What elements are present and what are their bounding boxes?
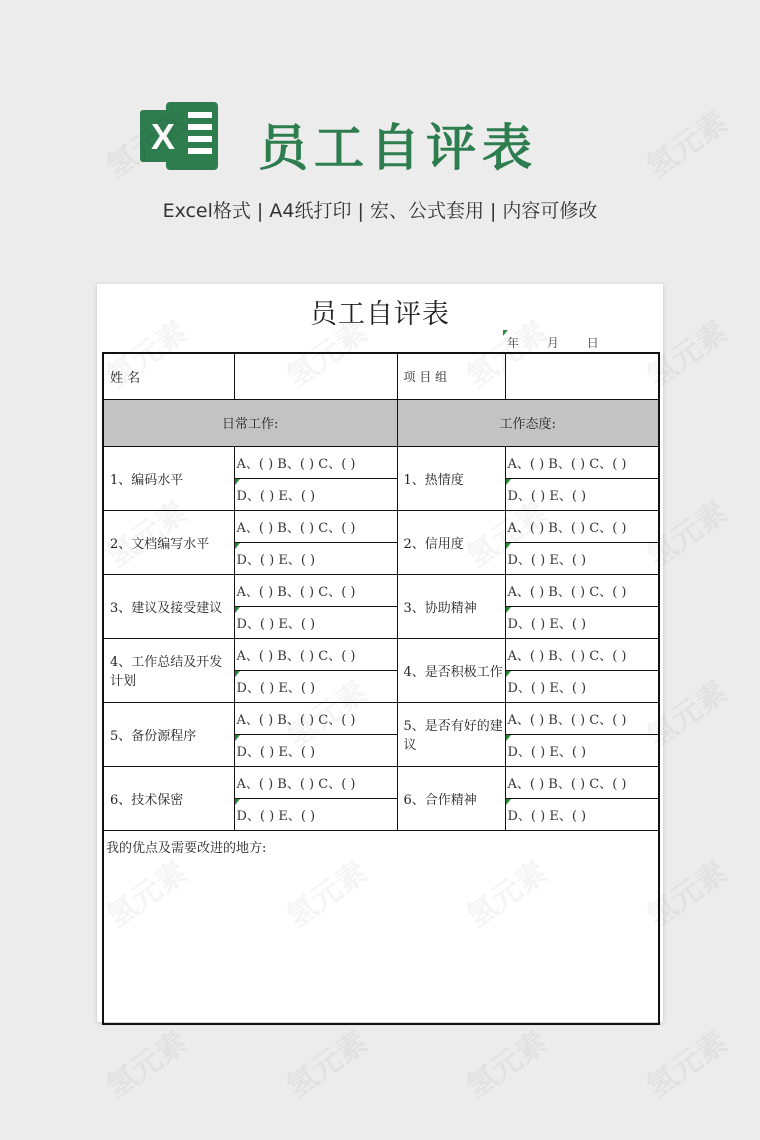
daily-item-label: 2、文档编写水平 xyxy=(103,510,234,574)
date-line xyxy=(507,334,623,351)
attitude-options-abc[interactable]: A、( ) B、( ) C、( ) xyxy=(505,638,659,670)
attitude-item-label: 3、协助精神 xyxy=(397,574,505,638)
cell-comment-marker xyxy=(506,735,511,741)
name-field[interactable] xyxy=(234,353,397,399)
attitude-options-de[interactable]: D、( ) E、( ) xyxy=(505,542,659,574)
group-label: 项 目 组 xyxy=(397,353,505,399)
attitude-item-label: 6、合作精神 xyxy=(397,766,505,830)
attitude-options-de[interactable]: D、( ) E、( ) xyxy=(505,478,659,510)
attitude-options-de[interactable]: D、( ) E、( ) xyxy=(505,606,659,638)
daily-item-label: 1、编码水平 xyxy=(103,446,234,510)
watermark xyxy=(276,1018,375,1106)
daily-options-de[interactable]: D、( ) E、( ) xyxy=(234,478,397,510)
daily-options-abc[interactable]: A、( ) B、( ) C、( ) xyxy=(234,574,397,606)
month-label: 月 xyxy=(546,336,559,350)
evaluation-table xyxy=(102,352,660,1025)
page-title: 员工自评表 xyxy=(258,119,538,177)
logo-letter: X xyxy=(150,116,176,157)
cell-comment-marker xyxy=(235,479,240,485)
attitude-options-de[interactable]: D、( ) E、( ) xyxy=(505,734,659,766)
work-attitude-header: 工作态度: xyxy=(397,399,659,446)
daily-options-abc[interactable]: A、( ) B、( ) C、( ) xyxy=(234,702,397,734)
daily-options-de[interactable]: D、( ) E、( ) xyxy=(234,798,397,830)
daily-options-abc[interactable]: A、( ) B、( ) C、( ) xyxy=(234,638,397,670)
cell-comment-marker xyxy=(506,543,511,549)
page-subtitle: Excel格式 | A4纸打印 | 宏、公式套用 | 内容可修改 xyxy=(162,200,598,222)
evaluation-row xyxy=(103,446,659,478)
attitude-item-label: 1、热情度 xyxy=(397,446,505,510)
cell-comment-marker xyxy=(235,799,240,805)
evaluation-row xyxy=(103,766,659,798)
name-row xyxy=(103,353,659,399)
cell-comment-marker xyxy=(235,735,240,741)
notes-field[interactable] xyxy=(103,830,659,1024)
cell-comment-marker xyxy=(235,543,240,549)
watermark xyxy=(96,1018,195,1106)
evaluation-rows xyxy=(103,446,659,830)
daily-item-label: 6、技术保密 xyxy=(103,766,234,830)
notes-label: 我的优点及需要改进的地方: xyxy=(106,840,267,856)
attitude-options-abc[interactable]: A、( ) B、( ) C、( ) xyxy=(505,446,659,478)
watermark xyxy=(636,1018,735,1106)
evaluation-row xyxy=(103,574,659,606)
cell-comment-marker xyxy=(506,479,511,485)
daily-options-abc[interactable]: A、( ) B、( ) C、( ) xyxy=(234,510,397,542)
attitude-item-label: 5、是否有好的建议 xyxy=(397,702,505,766)
section-header-row xyxy=(103,399,659,446)
attitude-options-abc[interactable]: A、( ) B、( ) C、( ) xyxy=(505,510,659,542)
attitude-options-de[interactable]: D、( ) E、( ) xyxy=(505,798,659,830)
evaluation-row xyxy=(103,638,659,670)
daily-options-de[interactable]: D、( ) E、( ) xyxy=(234,542,397,574)
daily-options-de[interactable]: D、( ) E、( ) xyxy=(234,734,397,766)
day-label: 日 xyxy=(586,336,599,350)
watermark xyxy=(456,1018,555,1106)
name-label: 姓 名 xyxy=(103,353,234,399)
year-label: 年 xyxy=(507,336,520,350)
daily-options-de[interactable]: D、( ) E、( ) xyxy=(234,606,397,638)
attitude-options-de[interactable]: D、( ) E、( ) xyxy=(505,670,659,702)
group-field[interactable] xyxy=(505,353,659,399)
attitude-options-abc[interactable]: A、( ) B、( ) C、( ) xyxy=(505,702,659,734)
cell-comment-marker xyxy=(506,799,511,805)
cell-comment-marker xyxy=(235,607,240,613)
daily-options-abc[interactable]: A、( ) B、( ) C、( ) xyxy=(234,446,397,478)
daily-work-header: 日常工作: xyxy=(103,399,397,446)
attitude-options-abc[interactable]: A、( ) B、( ) C、( ) xyxy=(505,766,659,798)
attitude-item-label: 2、信用度 xyxy=(397,510,505,574)
cell-comment-marker xyxy=(235,671,240,677)
attitude-item-label: 4、是否积极工作 xyxy=(397,638,505,702)
notes-row xyxy=(103,830,659,1024)
excel-logo-icon xyxy=(140,98,220,174)
evaluation-row xyxy=(103,510,659,542)
form-title: 员工自评表 xyxy=(310,299,450,330)
watermark xyxy=(636,98,735,186)
cell-comment-marker xyxy=(506,607,511,613)
daily-item-label: 5、备份源程序 xyxy=(103,702,234,766)
daily-item-label: 3、建议及接受建议 xyxy=(103,574,234,638)
daily-options-de[interactable]: D、( ) E、( ) xyxy=(234,670,397,702)
daily-options-abc[interactable]: A、( ) B、( ) C、( ) xyxy=(234,766,397,798)
evaluation-row xyxy=(103,702,659,734)
daily-item-label: 4、工作总结及开发计划 xyxy=(103,638,234,702)
cell-comment-marker xyxy=(506,671,511,677)
attitude-options-abc[interactable]: A、( ) B、( ) C、( ) xyxy=(505,574,659,606)
form-sheet xyxy=(97,284,663,1022)
